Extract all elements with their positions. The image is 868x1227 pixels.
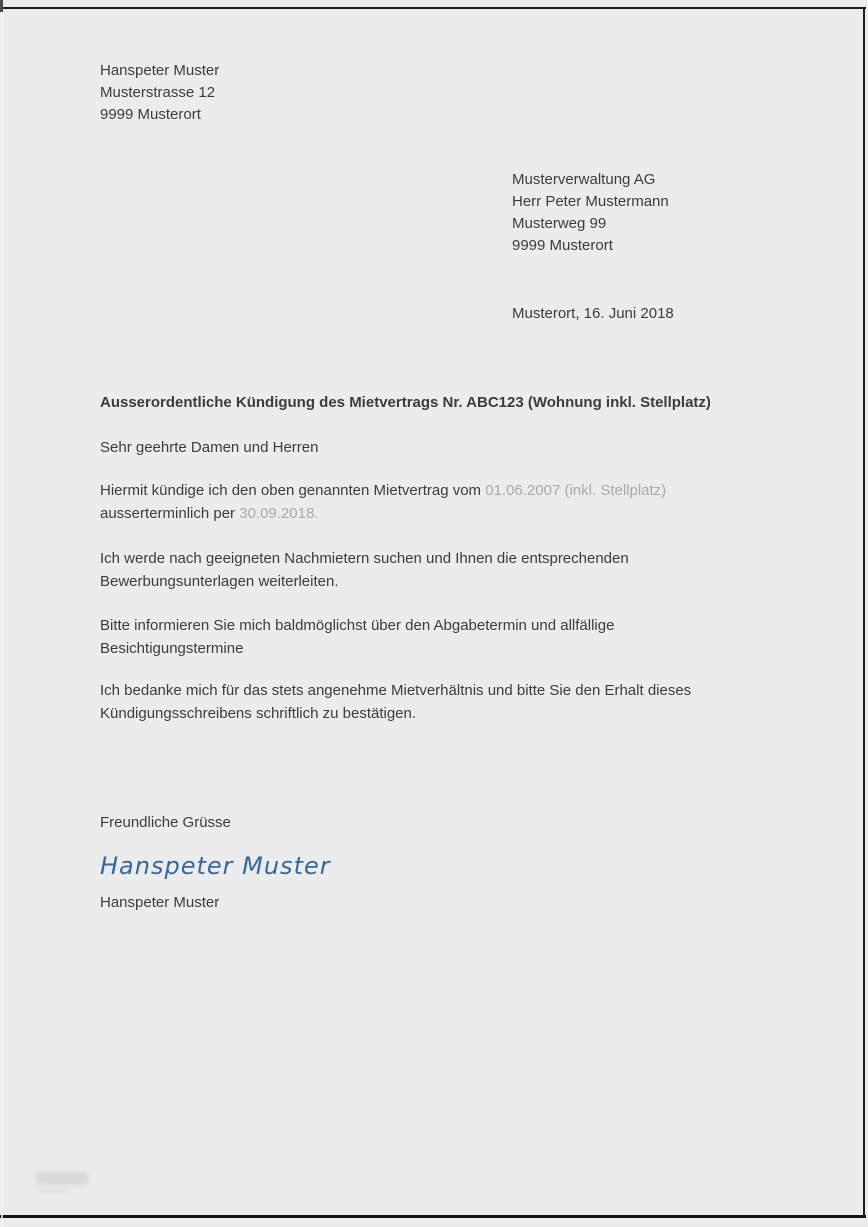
- recipient-street: Musterweg 99: [512, 215, 607, 232]
- termination-text-1: Hiermit kündige ich den oben genannten Mietvertrag vom: [100, 482, 482, 499]
- paragraph-line: Ich werde nach geeigneten Nachmietern suchen und Ihnen die entsprechenden: [100, 550, 629, 567]
- page-border-top: [0, 7, 866, 9]
- recipient-address-block: [512, 169, 669, 257]
- closing-phrase: Freundliche Grüsse: [100, 814, 231, 831]
- paragraph-handover-info: [100, 614, 614, 660]
- recipient-company: Musterverwaltung AG: [512, 171, 656, 188]
- salutation: Sehr geehrte Damen und Herren: [100, 439, 319, 456]
- paragraph-termination: [100, 479, 666, 525]
- paragraph-confirmation-request: [100, 679, 691, 725]
- sender-city: 9999 Musterort: [100, 106, 201, 123]
- watermark-smudge: [38, 1187, 70, 1192]
- paragraph-line: Besichtigungstermine: [100, 640, 244, 657]
- watermark-smudge: [36, 1172, 88, 1185]
- subject-line: Ausserordentliche Kündigung des Mietvertrags Nr. ABC123 (Wohnung inkl. Stellplatz): [100, 394, 711, 411]
- page-border-bottom: [0, 1215, 866, 1218]
- sender-address-block: [100, 60, 219, 126]
- sender-name: Hanspeter Muster: [100, 62, 220, 79]
- signer-name: Hanspeter Muster: [100, 894, 220, 911]
- paragraph-successor-tenants: [100, 547, 629, 593]
- paragraph-line: Ich bedanke mich für das stets angenehme Mietverhältnis und bitte Sie den Erhalt dieses: [100, 682, 692, 699]
- handwritten-signature: Hanspeter Muster: [100, 852, 331, 880]
- recipient-contact: Herr Peter Mustermann: [512, 193, 669, 210]
- page-border-right: [863, 7, 865, 1217]
- paragraph-line: Bewerbungsunterlagen weiterleiten.: [100, 573, 339, 590]
- paragraph-line: Bitte informieren Sie mich baldmöglichst über den Abgabetermin und allfällige: [100, 617, 615, 634]
- contract-date-placeholder: 01.06.2007 (inkl. Stellplatz): [485, 482, 667, 499]
- page-edge-left: [1, 0, 3, 1227]
- paragraph-line: [100, 502, 666, 525]
- sender-street: Musterstrasse 12: [100, 84, 216, 101]
- page-corner-mark: [0, 0, 3, 12]
- termination-text-2: ausserterminlich per: [100, 505, 236, 522]
- recipient-city: 9999 Musterort: [512, 237, 613, 254]
- paragraph-line: Kündigungsschreibens schriftlich zu bestätigen.: [100, 705, 417, 722]
- paragraph-line: [100, 479, 666, 502]
- termination-date-placeholder: 30.09.2018.: [239, 505, 319, 522]
- date-line: Musterort, 16. Juni 2018: [512, 305, 674, 322]
